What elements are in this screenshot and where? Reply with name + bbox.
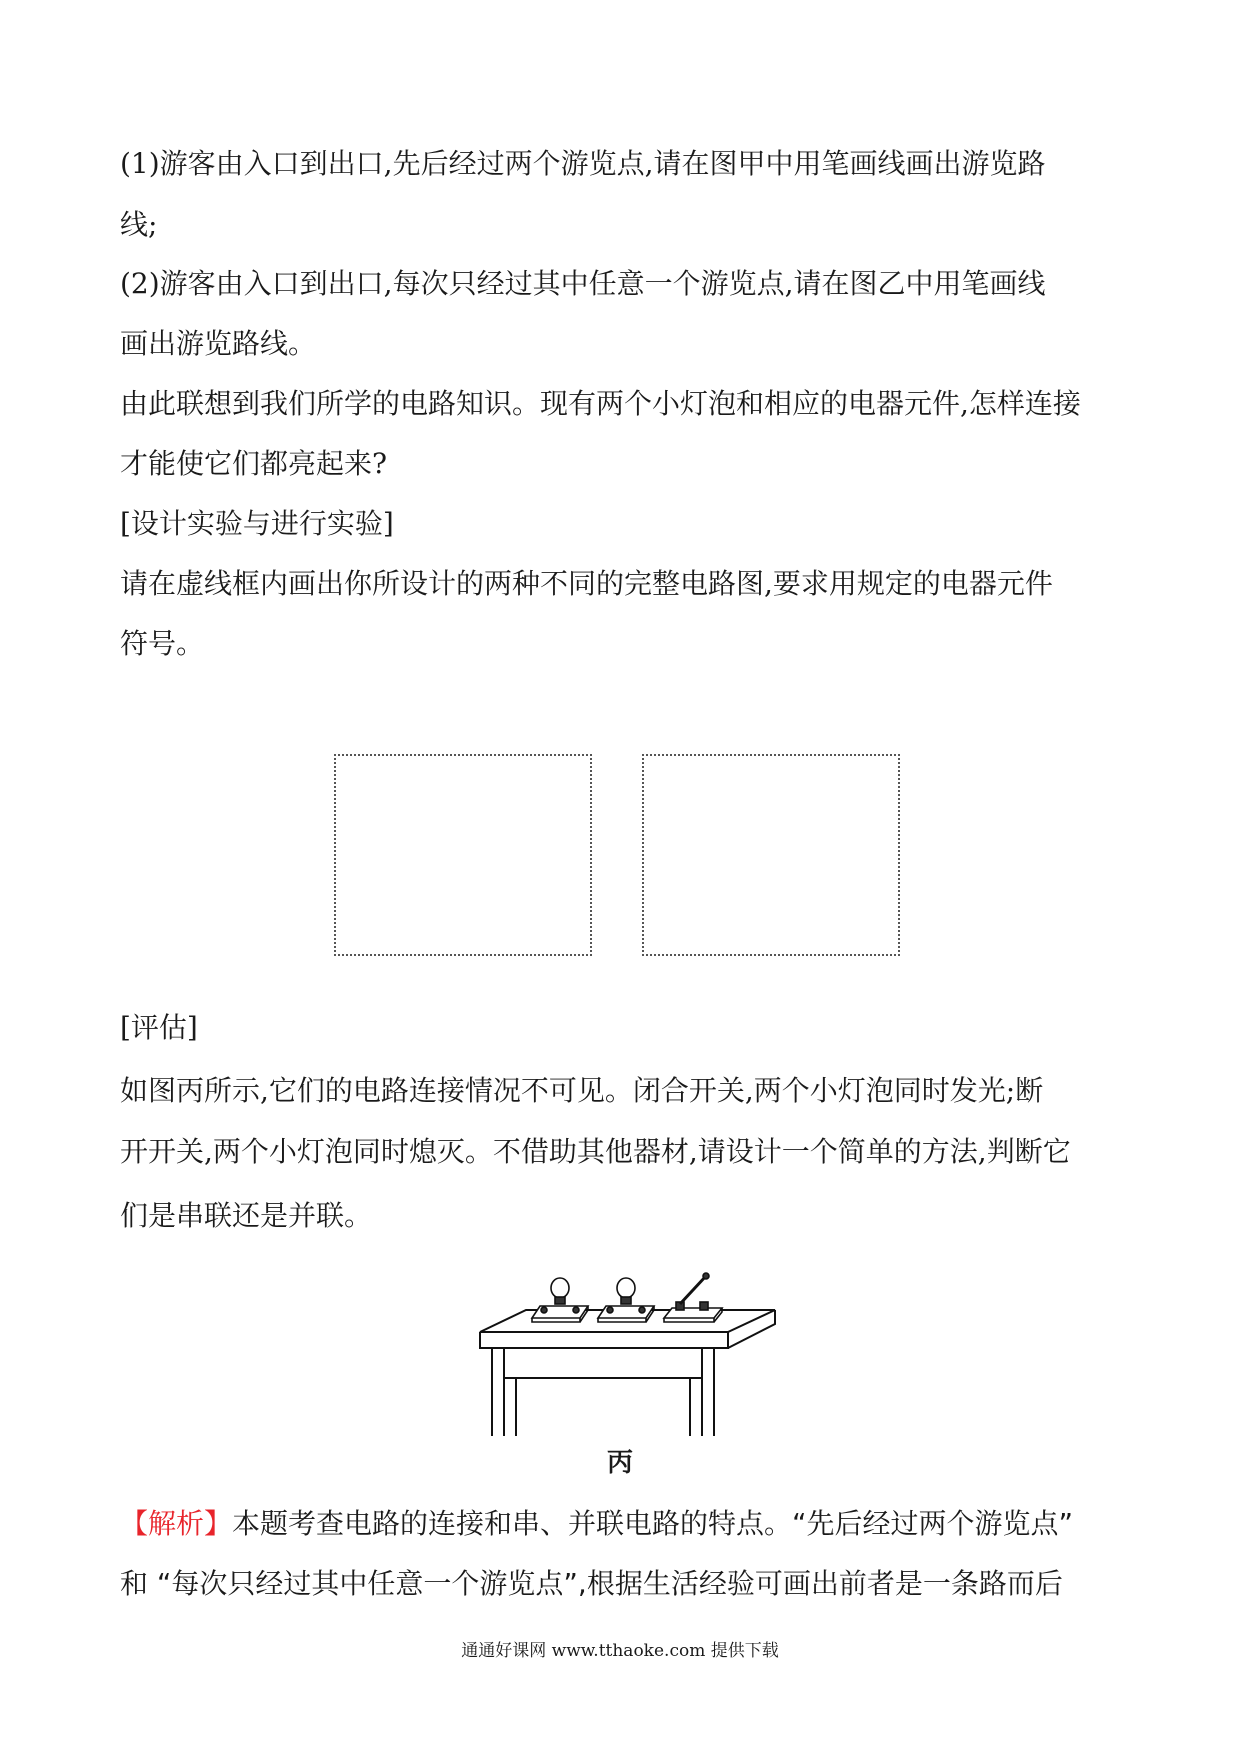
- evaluation-line-1: 如图丙所示,它们的电路连接情况不可见。闭合开关,两个小灯泡同时发光;断: [120, 1074, 1044, 1107]
- question-2-line-1: (2)游客由入口到出口,每次只经过其中任意一个游览点,请在图乙中用笔画线: [120, 267, 1046, 300]
- evaluation-line-3: 们是串联还是并联。: [120, 1199, 373, 1232]
- design-line-1: 请在虚线框内画出你所设计的两种不同的完整电路图,要求用规定的电器元件: [120, 567, 1053, 600]
- bulb-1-icon: [532, 1278, 588, 1322]
- answer-tag: 【解析】: [120, 1507, 233, 1540]
- table-leg-left: [492, 1348, 504, 1436]
- table-front-edge: [480, 1332, 728, 1348]
- circuit-drawing-box-2: [642, 754, 900, 956]
- bulb-2-icon: [598, 1278, 654, 1322]
- figure-bing-table-illustration: [470, 1270, 790, 1440]
- intro-line-2: 才能使它们都亮起来?: [120, 447, 388, 480]
- section-heading-evaluation: [评估]: [120, 1011, 198, 1044]
- table-leg-right: [702, 1348, 714, 1436]
- question-1-line-2: 线;: [120, 208, 158, 241]
- figure-caption: 丙: [606, 1448, 633, 1478]
- design-line-2: 符号。: [120, 627, 205, 660]
- circuit-drawing-box-1: [334, 754, 592, 956]
- switch-icon: [664, 1273, 722, 1322]
- table-apron: [504, 1378, 702, 1436]
- intro-line-1: 由此联想到我们所学的电路知识。现有两个小灯泡和相应的电器元件,怎样连接: [120, 387, 1081, 420]
- section-heading-design: [设计实验与进行实验]: [120, 507, 394, 540]
- answer-line-1-text: 本题考查电路的连接和串、并联电路的特点。“先后经过两个游览点”: [232, 1507, 1074, 1540]
- footer-source: 通通好课网 www.tthaoke.com 提供下载: [461, 1641, 779, 1661]
- answer-line-2: 和 “每次只经过其中任意一个游览点”,根据生活经验可画出前者是一条路而后: [120, 1567, 1063, 1600]
- evaluation-line-2: 开开关,两个小灯泡同时熄灭。不借助其他器材,请设计一个简单的方法,判断它: [120, 1135, 1071, 1168]
- question-1-line-1: (1)游客由入口到出口,先后经过两个游览点,请在图甲中用笔画线画出游览路: [120, 147, 1046, 180]
- answer-line-1: [120, 1506, 1130, 1542]
- question-2-line-2: 画出游览路线。: [120, 327, 317, 360]
